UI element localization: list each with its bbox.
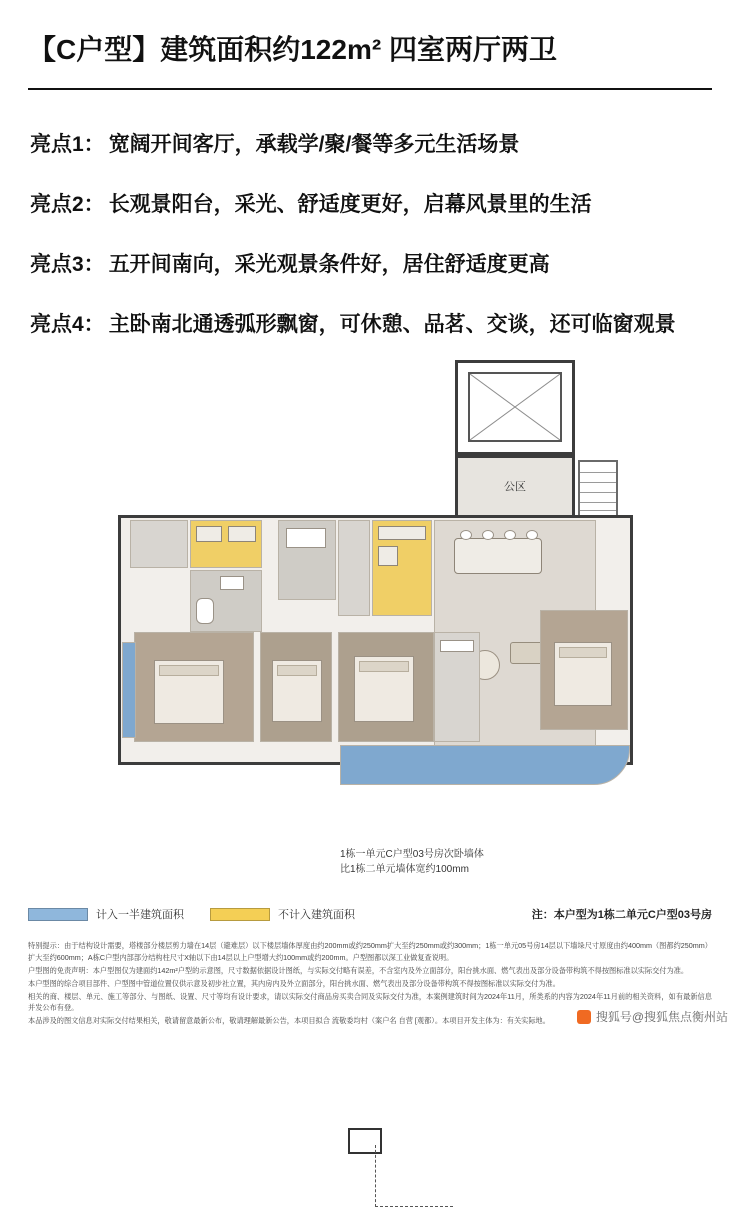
- legend-item-no-area: [210, 906, 355, 922]
- legend-label: 不计入建筑面积: [278, 909, 355, 921]
- entry-corridor: [338, 520, 370, 616]
- highlight-item: [30, 248, 720, 278]
- balcony: [340, 745, 630, 785]
- fine-print-line: 特别提示：由于结构设计需要，塔楼部分楼层剪力墙在14层（避难层）以下楼层墙体厚度由约200mm或约250mm扩大至约250mm或约300mm；1栋一单元05号房14层以下墙垛尺寸原度由约400mm（图都约250mm）扩大至约600mm；A栋C户型内部部分结构柱尺寸X轴以下由14层以上户型增大约100mm或约200mm。户型图都以深工业做复查说明。: [28, 941, 712, 962]
- bed-2: [354, 656, 414, 722]
- master-bed: [554, 642, 612, 706]
- fine-print-line: 本品涉及的图文信息对实际交付结果相关，敬请留意最新公布，敬请理解最新公告，本项目拟合 流敬委均村（案户名 自营 [观都）。本项目开发主体为：有关实际地。: [28, 1016, 550, 1026]
- bed-3: [154, 660, 224, 724]
- callout-line-2: 比1栋二单元墙体宽约100mm: [340, 863, 469, 875]
- legend-label: 计入一半建筑面积: [96, 909, 184, 921]
- kitchen-counter: [378, 526, 426, 540]
- kitchen-counter: [228, 526, 256, 542]
- legend-swatch-yellow-icon: [210, 908, 270, 921]
- watermark: [577, 1008, 728, 1025]
- floor-plan: [110, 360, 630, 890]
- elevator-cross-icon: [470, 374, 560, 440]
- dining-chair: [482, 530, 494, 540]
- legend-row: [28, 906, 712, 922]
- toilet-fixture: [196, 598, 214, 624]
- highlight-item: [30, 308, 720, 338]
- bed-4: [272, 660, 322, 722]
- highlight-label: 亮点4：: [30, 313, 105, 336]
- legend: [28, 906, 712, 922]
- callout-line-1: 1栋一单元C户型03号房次卧墙体: [340, 849, 484, 860]
- fine-print-line: 户型图的免责声明：本户型图仅为建面约142m²户型的示意图，尺寸数据依据设计图纸，与实际交付略有误差，不含室内及外立面部分，阳台挑水面、燃气表出及部分设备带构筑不得按图标准以实际交付为准。: [28, 965, 689, 975]
- wardrobe: [440, 640, 474, 652]
- legend-note: 注：本户型为1栋二单元C户型03号房: [531, 909, 712, 921]
- public-area-label: 公区: [504, 481, 526, 493]
- highlight-text: 五开间南向，采光观景条件好，居住舒适度更高: [108, 253, 550, 276]
- sink-fixture: [220, 576, 244, 590]
- highlight-text: 长观景阳台，采光、舒适度更好，启幕风景里的生活: [108, 193, 592, 216]
- callout-text: [340, 848, 670, 877]
- shower-fixture: [286, 528, 326, 548]
- page-title: 【C户型】建筑面积约122m² 四室两厅两卫: [28, 34, 557, 65]
- fine-print-line: 相关的商、楼层、单元、施工等部分、与图纸、设置、尺寸等均有设计要求，请以实际交付商品房买卖合同及实际交付为准，本案例建筑时间为2024年11月，所类系的内容为2024年11月前的相关资料，如有最新信息并发公布有登。: [28, 991, 712, 1013]
- highlight-text: 宽阔开间客厅，承载学/聚/餐等多元生活场景: [108, 133, 520, 156]
- highlight-item: [30, 188, 720, 218]
- kitchen-counter: [196, 526, 222, 542]
- room-service: [130, 520, 188, 568]
- dining-table: [454, 538, 542, 574]
- sohu-logo-icon: [577, 1010, 591, 1024]
- highlight-label: 亮点1：: [30, 133, 105, 156]
- balcony-left: [122, 642, 136, 738]
- callout-leader-line: [375, 1145, 453, 1207]
- fine-print-line: 本户型图的综合项目部件、户型图中管道位置仅供示意及初步社立置，其内房内及外立面部分，阳台挑水面、燃气表出及部分设备带构筑不得按图标准以实际交付为准。: [28, 978, 560, 988]
- legend-item-half-area: [28, 906, 184, 922]
- legend-swatch-blue-icon: [28, 908, 88, 921]
- highlight-label: 亮点2：: [30, 193, 105, 216]
- title-divider: [28, 88, 712, 90]
- highlight-label: 亮点3：: [30, 253, 105, 276]
- dining-chair: [526, 530, 538, 540]
- dining-chair: [460, 530, 472, 540]
- watermark-text: 搜狐号@搜狐焦点衡州站: [595, 1010, 728, 1024]
- dining-chair: [504, 530, 516, 540]
- highlight-list: [30, 128, 720, 368]
- highlight-item: [30, 128, 720, 158]
- stove-fixture: [378, 546, 398, 566]
- highlight-text: 主卧南北通透弧形飘窗，可休憩、品茗、交谈，还可临窗观景: [108, 313, 676, 336]
- stair-block: [578, 460, 618, 518]
- elevator-shaft: [468, 372, 562, 442]
